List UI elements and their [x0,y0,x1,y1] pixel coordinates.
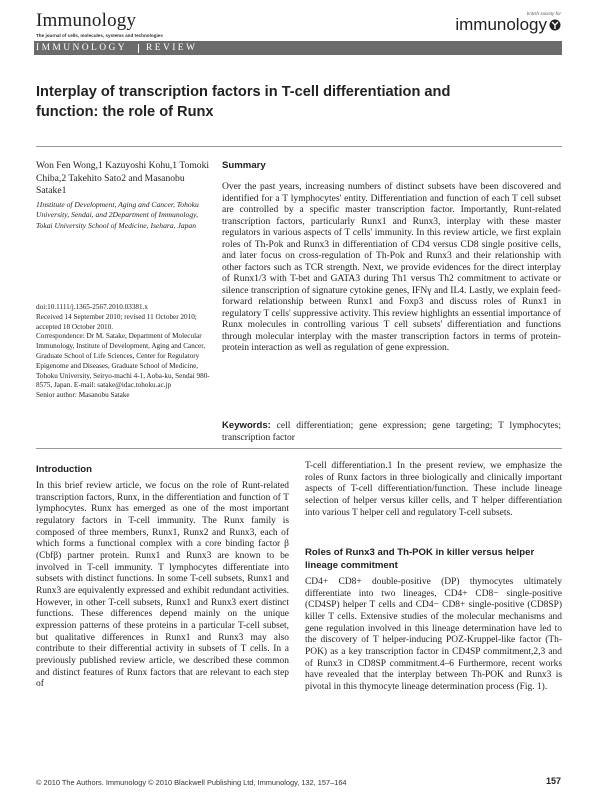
divider [36,146,562,147]
right-column-text: T-cell differentiation.1 In the present review, we emphasize the roles of Runx factors in three biologically and clinically important aspects of T-cell differentiation/function. These include lineage selection of helper versus killer cells, and T helper differentiation into various T helper cell and regulatory T-cell subsets. [305,461,562,518]
journal-subtitle: The journal of cells, molecules, systems and technologies [36,33,163,38]
roles-text: CD4+ CD8+ double-positive (DP) thymocytes ultimately differentiate into two lineages, CD4+ CD8− single-positive (CD4SP) helper T cells and CD4− CD8+ single-positive (CD8SP) killer T cells. Extensive studies of the molecular mechanisms and gene regulation involved in this lineage determination have led to the discovery of T helper-inducing POZ-Kruppel-like factor (Th-POK) as a key transcription factor in CD4SP commitment,2,3 and of Runx3 in CD8SP commitment.4–6 Furthermore, recent works have revealed that the interplay between Th-POK and Runx3 is pivotal in this thymocyte lineage determination process (Fig. 1). [305,577,562,692]
senior-author: Senior author: Masanobu Satake [36,391,130,400]
band-review-label: REVIEW [146,43,198,53]
summary-heading: Summary [222,160,266,171]
affiliation-text: 1Institute of Development, Aging and Cancer, Tohoku University, Sendai, and 2Department of Immunology, Tokai University School of Medicine, Isehara, Japan [36,200,199,230]
keywords-text: cell differentiation; gene expression; gene targeting; T lymphocytes; transcription factor [222,420,562,443]
divider [36,448,562,449]
correspondence: Correspondence: Dr M. Satake, Department of Molecular Immunology, Institute of Development, Aging and Cancer, Graduate School of Life Sciences, Center for Regulatory Epigenome and Diseases, Graduate School of Medicine, Tohoku University, Seiryo-machi 4-1, Aoba-ku, Sendai 980-8575, Japan. E-mail: satake@idac.tohoku.ac.jp [36,332,210,390]
roles-heading: Roles of Runx3 and Th-POK in killer versus helper lineage commitment [305,547,535,571]
band-separator [138,44,139,53]
band-journal-label: IMMUNOLOGY [36,43,128,53]
keywords [222,420,561,443]
article-title: Interplay of transcription factors in T-cell differentiation and function: the role of Runx [36,84,451,120]
author-list: Won Fen Wong,1 Kazuyoshi Kohu,1 Tomoki Chiba,2 Takehito Sato2 and Masanobu Satake1 [36,160,210,197]
intro-text: In this brief review article, we focus on the role of Runt-related transcription factors, Runx, in the differentiation and function of T lymphocytes. Runx has emerged as one of the most important regulatory factors in T-cell immunity. The Runx family is composed of three members, Runx1, Runx2 and Runx3, each of which forms a functional complex with a core binding factor β (Cbfβ) partner protein. Runx1 and Runx3 are known to be involved in T-cell immunity. T lymphocytes differentiate into subsets with distinct functions. In some T-cell subsets, Runx1 and Runx3 are equivalently expressed and exhibit redundant activities. However, in other T-cell subsets, Runx1 and Runx3 exert distinct functions. These differences depend mainly on the unique expression patterns of these proteins in a particular T-cell subset, but qualitative differences in Runx1 and Runx3 may also contribute to their differential activity in subsets of T cells. In a previously published review article, we described these common and distinct features of Runx factors that are relevant to each step of [36,481,289,690]
intro-heading: Introduction [36,464,92,475]
received-dates: Received 14 September 2010; revised 11 October 2010; accepted 18 October 2010. [36,312,197,331]
article-meta [36,303,211,401]
keywords-label: Keywords: [222,420,271,431]
doi: doi:10.1111/j.1365-2567.2010.03381.x [36,303,149,311]
summary-text: Over the past years, increasing numbers of distinct subsets have been discovered and identified for a T lymphocytes' entity. Differentiation and function of each T cell subset are controlled by a specific master transcription factor. Importantly, Runt-related transcription factors, particularly Runx1 and Runx3, interplay with these master regulators in various aspects of T cells' immunity. In this review article, we first explain roles of Th-Pok and Runx3 in differentiation of CD4 versus CD8 single positive cells, and later focus on cross-regulation of Th-Pok and Runx3 and their relationship with other factors such as TCR strength. Next, we provide evidences for the direct interplay of Runx1/3 with T-bet and GATA3 during Th1 versus Th2 commitment to activate or silence transcription of signature cytokine genes, IFNγ and IL4. Lastly, we explain feed-forward relationship between Runx1 and Foxp3 and discuss roles of Runx1 in regulatory T cells' suppressive activity. This review highlights an essential importance of Runx molecules in controlling various T cell subsets' differentiation and functions through molecular interplay with the master transcription factors in terms of protein-protein interaction as well as regulation of gene expression. [222,181,561,353]
logo-main [455,16,561,33]
page-number: 157 [545,776,561,786]
society-logo [455,11,561,33]
logo-top-text: british society for [526,11,561,16]
affiliations [36,200,211,231]
journal-name: Immunology [36,10,137,31]
logo-antibody-icon [549,18,561,32]
footer-copyright: © 2010 The Authors. Immunology © 2010 Blackwell Publishing Ltd, Immunology, 132, 157–164 [36,778,347,787]
logo-main-text: immunology [455,15,547,34]
